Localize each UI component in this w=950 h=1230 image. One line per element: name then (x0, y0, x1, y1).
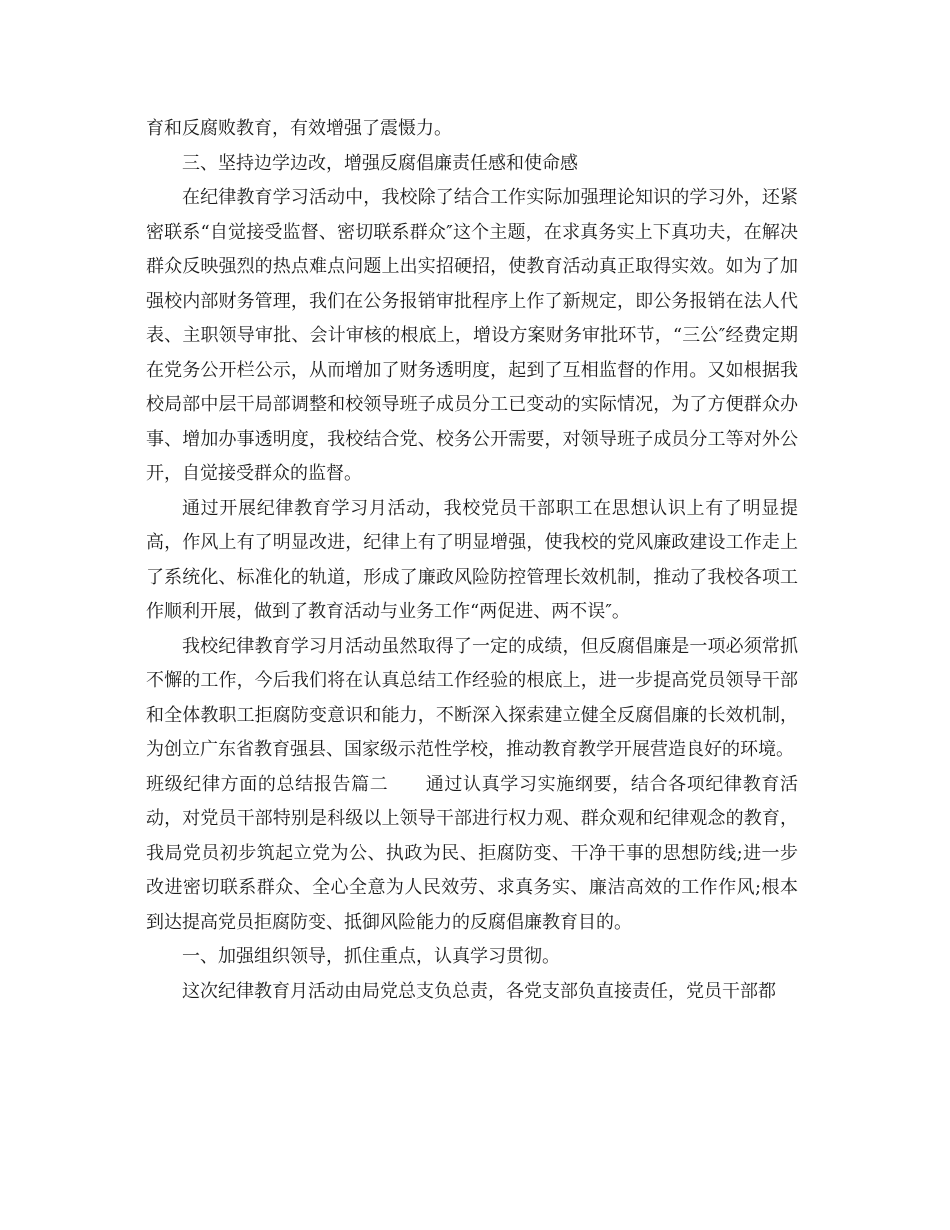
paragraph: 三、坚持边学边改，增强反腐倡廉责任感和使命感 (182, 152, 578, 174)
paragraph: 育和反腐败教育，有效增强了震慑力。 (146, 118, 452, 139)
paragraph: 我校纪律教育学习月活动虽然取得了一定的成绩，但反腐倡廉是一项必须常抓不懈的工作，今后我们将在认真总结工作经验的根底上，进一步提高党员领导干部和全体教职工拒腐防变意识和能力，不断深入探索建立健全反腐倡廉的长效机制，为创立广东省教育强县、国家级示范性学校，推动教育教学开展营造良好的环境。 (146, 635, 798, 760)
document-body (146, 112, 798, 1009)
paragraph: 一、加强组织领导，抓住重点，认真学习贯彻。 (182, 946, 560, 967)
paragraph: 班级纪律方面的总结报告篇二 通过认真学习实施纲要，结合各项纪律教育活动，对党员干部特别是科级以上领导干部进行权力观、群众观和纪律观念的教育，我局党员初步筑起立党为公、执政为民、拒腐防变、干净干事的思想防线;进一步改进密切联系群众、全心全意为人民效劳、求真务实、廉洁高效的工作作风;根本到达提高党员拒腐防变、抵御风险能力的反腐倡廉教育目的。 (146, 773, 798, 933)
paragraph: 在纪律教育学习活动中，我校除了结合工作实际加强理论知识的学习外，还紧密联系“自觉接受监督、密切联系群众″这个主题，在求真务实上下真功夫，在解决群众反映强烈的热点难点问题上出实招硬招，使教育活动真正取得实效。如为了加强校内部财务管理，我们在公务报销审批程序上作了新规定，即公务报销在法人代表、主职领导审批、会计审核的根底上，增设方案财务审批环节，“三公″经费定期在党务公开栏公示，从而增加了财务透明度，起到了互相监督的作用。又如根据我校局部中层干局部调整和校领导班子成员分工已变动的实际情况，为了方便群众办事、增加办事透明度，我校结合党、校务公开需要，对领导班子成员分工等对外公开，自觉接受群众的监督。 (146, 187, 798, 484)
paragraph: 通过开展纪律教育学习月活动，我校党员干部职工在思想认识上有了明显提高，作风上有了明显改进，纪律上有了明显增强，使我校的党风廉政建设工作走上了系统化、标准化的轨道，形成了廉政风险防控管理长效机制，推动了我校各项工作顺利开展，做到了教育活动与业务工作“两促进、两不误″。 (146, 497, 798, 622)
paragraph: 这次纪律教育月活动由局党总支负总责，各党支部负直接责任，党员干部都 (182, 980, 776, 1002)
